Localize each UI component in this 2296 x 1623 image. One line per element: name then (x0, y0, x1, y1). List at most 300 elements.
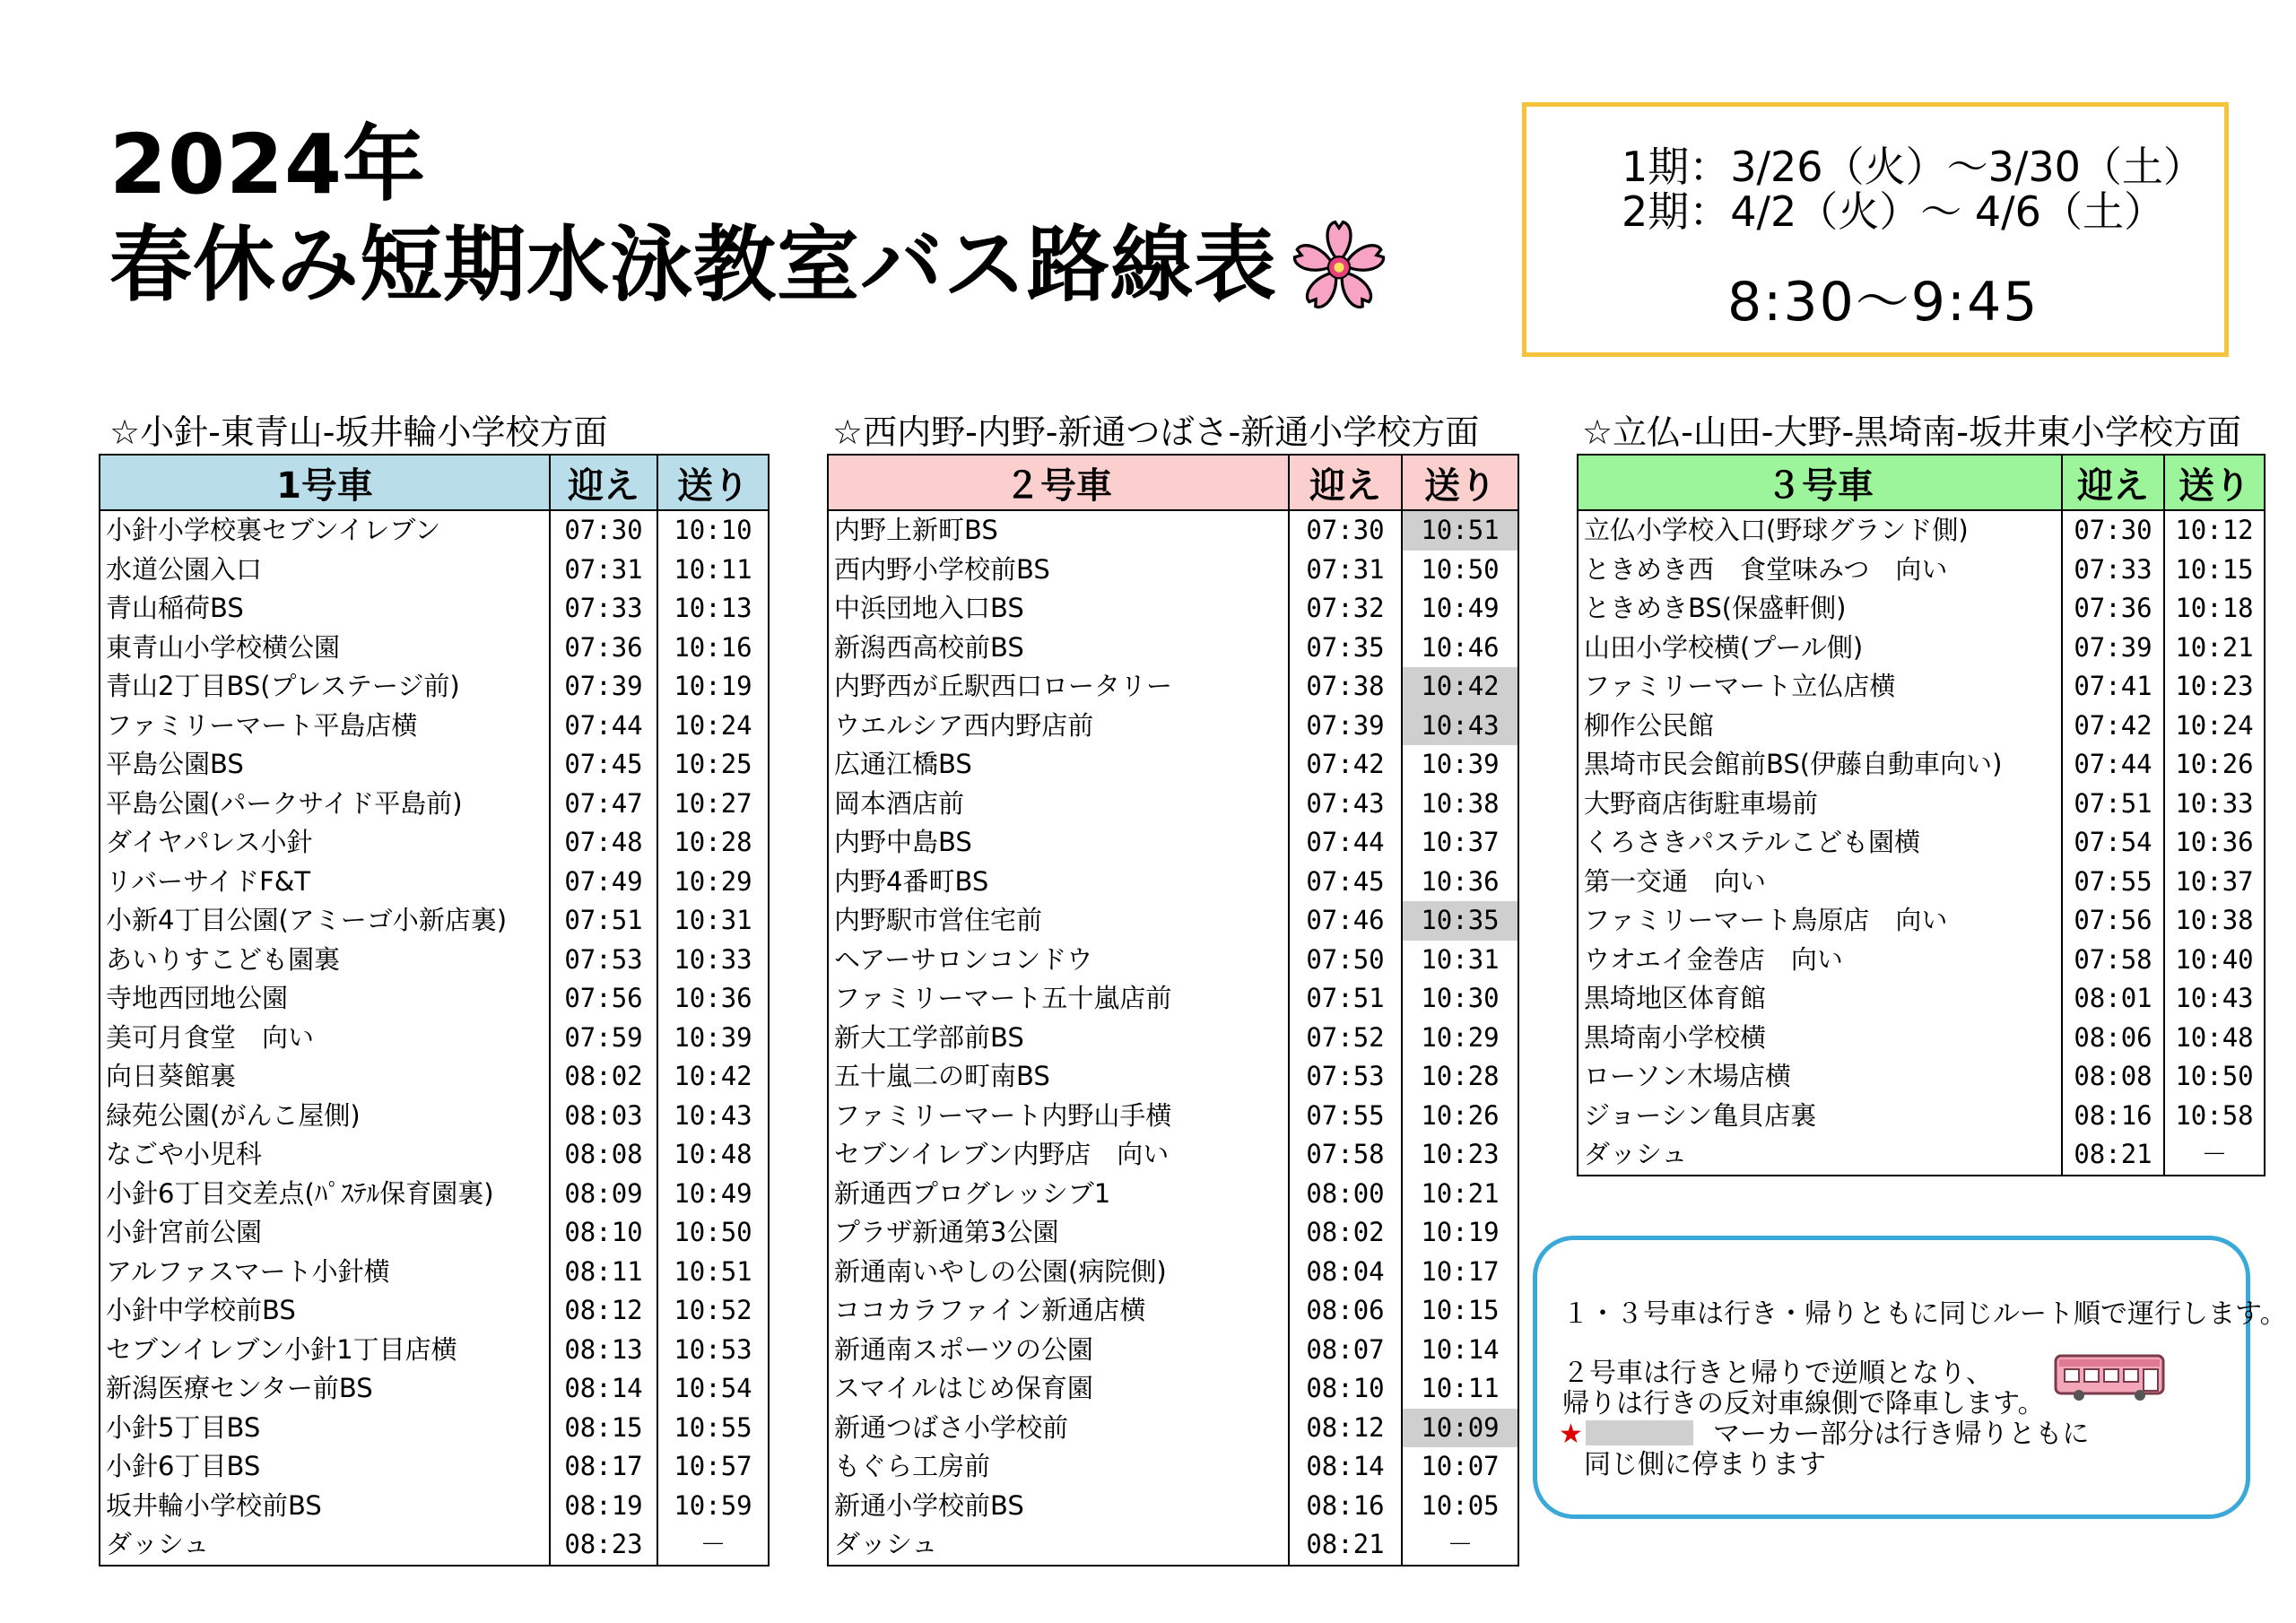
stop-name: 新通西プログレッシブ1 (828, 1175, 1289, 1214)
stop-name: ジョーシン亀貝店裏 (1578, 1097, 2062, 1136)
pickup-time: 07:31 (550, 551, 657, 590)
stop-name: 小針6丁目BS (100, 1447, 550, 1487)
pickup-time: 07:35 (1289, 629, 1402, 668)
dropoff-time: 10:28 (1402, 1057, 1518, 1097)
dropoff-time: 10:38 (1402, 785, 1518, 824)
stop-name: 美可月食堂 向い (100, 1019, 550, 1058)
stop-name: もぐら工房前 (828, 1447, 1289, 1487)
bus-icon (2054, 1354, 2165, 1402)
pickup-time: 07:36 (550, 629, 657, 668)
stop-name: 平島公園BS (100, 745, 550, 785)
dropoff-time: 10:50 (2164, 1057, 2265, 1097)
pickup-time: 08:21 (2062, 1135, 2164, 1176)
pickup-time: 07:59 (550, 1019, 657, 1058)
table-row (828, 1213, 1518, 1253)
table-row (828, 510, 1518, 551)
stop-name: 小針宮前公園 (100, 1213, 550, 1253)
table-row (1578, 979, 2265, 1019)
pickup-time: 08:04 (1289, 1253, 1402, 1292)
table-row (1578, 1019, 2265, 1058)
dropoff-time: 10:50 (1402, 551, 1518, 590)
stop-name: くろさきパステルこども園横 (1578, 823, 2062, 863)
table-row (100, 901, 769, 941)
table-row (100, 510, 769, 551)
table-row (828, 589, 1518, 629)
dropoff-time: 10:15 (1402, 1291, 1518, 1331)
table-row (828, 1447, 1518, 1487)
stop-name: リバーサイドF&T (100, 863, 550, 902)
pickup-time: 07:45 (550, 745, 657, 785)
table-row (1578, 901, 2265, 941)
dropoff-time: 10:29 (1402, 1019, 1518, 1058)
route-title-1: ☆小針-東青山-坂井輪小学校方面 (109, 412, 608, 452)
pickup-time: 07:56 (550, 979, 657, 1019)
route-title-3: ☆立仏-山田-大野-黒埼南-坂井東小学校方面 (1582, 412, 2241, 452)
route-title-2: ☆西内野-内野-新通つばさ-新通小学校方面 (832, 412, 1480, 452)
table-row (828, 667, 1518, 707)
dropoff-time: 10:57 (657, 1447, 769, 1487)
dropoff-time: 10:39 (657, 1019, 769, 1058)
pickup-time: 08:08 (2062, 1057, 2164, 1097)
pickup-time: 08:08 (550, 1135, 657, 1175)
table-row (828, 1331, 1518, 1370)
stop-name: 小針5丁目BS (100, 1409, 550, 1448)
table-row (100, 589, 769, 629)
dropoff-time: 10:31 (657, 901, 769, 941)
dropoff-time: － (1402, 1525, 1518, 1566)
pickup-time: 08:12 (550, 1291, 657, 1331)
dropoff-time: 10:27 (657, 785, 769, 824)
stop-name: ダッシュ (1578, 1135, 2062, 1176)
pickup-time: 08:21 (1289, 1525, 1402, 1566)
table-row (100, 1097, 769, 1136)
table-row (100, 745, 769, 785)
dropoff-time: 10:21 (1402, 1175, 1518, 1214)
table-row (828, 551, 1518, 590)
stop-name: 広通江橋BS (828, 745, 1289, 785)
stop-name: 小針中学校前BS (100, 1291, 550, 1331)
table-row (1578, 1135, 2265, 1176)
stop-name: ダイヤパレス小針 (100, 823, 550, 863)
pickup-time: 07:48 (550, 823, 657, 863)
stop-name: 新通つばさ小学校前 (828, 1409, 1289, 1448)
dropoff-time: 10:26 (1402, 1097, 1518, 1136)
stop-name: 山田小学校横(プール側) (1578, 629, 2062, 668)
dropoff-time: 10:37 (2164, 863, 2265, 902)
dropoff-time: 10:48 (2164, 1019, 2265, 1058)
note-line-1: １・３号車は行き・帰りともに同じルート順で運行します。 (1562, 1298, 2287, 1330)
dropoff-time: 10:58 (2164, 1097, 2265, 1136)
table-row (828, 707, 1518, 746)
table-row (100, 629, 769, 668)
pickup-time: 08:03 (550, 1097, 657, 1136)
table-row (100, 1409, 769, 1448)
dropoff-time: 10:37 (1402, 823, 1518, 863)
table-row (100, 707, 769, 746)
dropoff-header: 送り (1402, 455, 1518, 510)
pickup-time: 08:19 (550, 1487, 657, 1526)
pickup-time: 07:43 (1289, 785, 1402, 824)
stop-name: ファミリーマート立仏店横 (1578, 667, 2062, 707)
stop-name: 岡本酒店前 (828, 785, 1289, 824)
bus1-schedule-table (99, 454, 770, 1567)
stop-name: 青山稲荷BS (100, 589, 550, 629)
stop-name: 内野4番町BS (828, 863, 1289, 902)
stop-name: 第一交通 向い (1578, 863, 2062, 902)
dropoff-header: 送り (657, 455, 769, 510)
note-line-4: マーカー部分は行き帰りともに (1713, 1419, 2090, 1450)
stop-name: ダッシュ (828, 1525, 1289, 1566)
stop-name: なごや小児科 (100, 1135, 550, 1175)
pickup-time: 07:44 (1289, 823, 1402, 863)
pickup-time: 08:17 (550, 1447, 657, 1487)
dropoff-time: 10:51 (657, 1253, 769, 1292)
stop-name: セブンイレブン内野店 向い (828, 1135, 1289, 1175)
page-title (109, 115, 1388, 316)
table-row (828, 1253, 1518, 1292)
pickup-time: 07:33 (2062, 551, 2164, 590)
table-row (1578, 785, 2265, 824)
pickup-time: 07:56 (2062, 901, 2164, 941)
stop-name: スマイルはじめ保育園 (828, 1369, 1289, 1409)
dropoff-time: 10:54 (657, 1369, 769, 1409)
pickup-time: 08:10 (1289, 1369, 1402, 1409)
dropoff-time: 10:19 (1402, 1213, 1518, 1253)
pickup-time: 07:30 (1289, 510, 1402, 551)
pickup-time: 07:31 (1289, 551, 1402, 590)
note-line-3: 帰りは行きの反対車線側で降車します。 (1562, 1388, 2045, 1419)
dropoff-time: 10:24 (657, 707, 769, 746)
stop-name: アルファスマート小針横 (100, 1253, 550, 1292)
dropoff-time: 10:39 (1402, 745, 1518, 785)
stop-name: 黒埼市民会館前BS(伊藤自動車向い) (1578, 745, 2062, 785)
table-row (100, 1175, 769, 1214)
table-row (100, 1057, 769, 1097)
dropoff-time: 10:49 (1402, 589, 1518, 629)
pickup-time: 08:00 (1289, 1175, 1402, 1214)
pickup-time: 08:13 (550, 1331, 657, 1370)
stop-name: 大野商店街駐車場前 (1578, 785, 2062, 824)
pickup-time: 07:44 (550, 707, 657, 746)
table-row (828, 901, 1518, 941)
dropoff-time: 10:43 (1402, 707, 1518, 746)
pickup-time: 08:07 (1289, 1331, 1402, 1370)
pickup-time: 08:15 (550, 1409, 657, 1448)
table-row (100, 1369, 769, 1409)
stop-name: 新通小学校前BS (828, 1487, 1289, 1526)
dropoff-time: 10:30 (1402, 979, 1518, 1019)
dropoff-time: 10:59 (657, 1487, 769, 1526)
dropoff-time: 10:42 (1402, 667, 1518, 707)
table-row (1578, 667, 2265, 707)
stop-name: ウエルシア西内野店前 (828, 707, 1289, 746)
cherry-blossom-icon (1290, 216, 1388, 315)
table-row (828, 1409, 1518, 1448)
stop-name: 新潟西高校前BS (828, 629, 1289, 668)
pickup-time: 07:44 (2062, 745, 2164, 785)
stop-name: 五十嵐二の町南BS (828, 1057, 1289, 1097)
stop-name: 内野駅市営住宅前 (828, 901, 1289, 941)
pickup-time: 08:11 (550, 1253, 657, 1292)
stop-name: 小針6丁目交差点(ﾊﾟｽﾃﾙ保育園裏) (100, 1175, 550, 1214)
table-row (100, 1291, 769, 1331)
stop-name: 東青山小学校横公園 (100, 629, 550, 668)
dropoff-time: 10:51 (1402, 510, 1518, 551)
pickup-time: 08:16 (2062, 1097, 2164, 1136)
table-row (100, 1019, 769, 1058)
pickup-time: 08:10 (550, 1213, 657, 1253)
pickup-time: 07:39 (550, 667, 657, 707)
stop-name: 青山2丁目BS(プレステージ前) (100, 667, 550, 707)
table-row (100, 785, 769, 824)
table-row (828, 785, 1518, 824)
pickup-time: 07:55 (2062, 863, 2164, 902)
dropoff-time: － (2164, 1135, 2265, 1176)
pickup-time: 08:06 (2062, 1019, 2164, 1058)
table-row (828, 1487, 1518, 1526)
dropoff-time: 10:42 (657, 1057, 769, 1097)
dropoff-time: 10:50 (657, 1213, 769, 1253)
table-row (828, 1369, 1518, 1409)
dropoff-time: 10:46 (1402, 629, 1518, 668)
note-line-2: ２号車は行きと帰りで逆順となり、 (1562, 1358, 1993, 1389)
dropoff-time: 10:33 (2164, 785, 2265, 824)
bus2-schedule-table (827, 454, 1519, 1567)
stop-name: あいりすこども園裏 (100, 941, 550, 980)
pickup-time: 07:55 (1289, 1097, 1402, 1136)
dropoff-time: 10:16 (657, 629, 769, 668)
dropoff-time: 10:23 (1402, 1135, 1518, 1175)
pickup-time: 07:49 (550, 863, 657, 902)
stop-name: ダッシュ (100, 1525, 550, 1566)
table-row (100, 667, 769, 707)
dropoff-time: 10:24 (2164, 707, 2265, 746)
stop-name: ときめき西 食堂味みつ 向い (1578, 551, 2062, 590)
dropoff-time: 10:19 (657, 667, 769, 707)
table-row (1578, 589, 2265, 629)
stop-name: 新大工学部前BS (828, 1019, 1289, 1058)
marker-sample (1586, 1420, 1693, 1445)
dropoff-time: 10:53 (657, 1331, 769, 1370)
stop-name: ときめきBS(保盛軒側) (1578, 589, 2062, 629)
stop-name: 黒埼地区体育館 (1578, 979, 2062, 1019)
dropoff-time: 10:48 (657, 1135, 769, 1175)
table-row (828, 1525, 1518, 1566)
pickup-time: 08:23 (550, 1525, 657, 1566)
table-row (100, 823, 769, 863)
table-row (1578, 1057, 2265, 1097)
pickup-time: 07:58 (2062, 941, 2164, 980)
dropoff-time: 10:21 (2164, 629, 2265, 668)
table-row (1578, 510, 2265, 551)
table-row (828, 1019, 1518, 1058)
bus1-header: 1号車 (100, 455, 550, 510)
table-row (1578, 941, 2265, 980)
table-row (1578, 823, 2265, 863)
stop-name: 新通南いやしの公園(病院側) (828, 1253, 1289, 1292)
dropoff-time: 10:26 (2164, 745, 2265, 785)
stop-name: 内野中島BS (828, 823, 1289, 863)
pickup-time: 07:52 (1289, 1019, 1402, 1058)
dropoff-time: 10:25 (657, 745, 769, 785)
pickup-time: 07:41 (2062, 667, 2164, 707)
dropoff-time: 10:38 (2164, 901, 2265, 941)
table-row (1578, 1097, 2265, 1136)
dropoff-time: 10:43 (2164, 979, 2265, 1019)
dropoff-time: 10:11 (657, 551, 769, 590)
dropoff-time: 10:49 (657, 1175, 769, 1214)
pickup-time: 07:51 (550, 901, 657, 941)
period-line-2: 2期：4/2（火）～ 4/6（土） (1622, 187, 2165, 236)
stop-name: 小針小学校裏セブンイレブン (100, 510, 550, 551)
table-row (100, 1213, 769, 1253)
dropoff-time: 10:28 (657, 823, 769, 863)
pickup-time: 07:50 (1289, 941, 1402, 980)
dropoff-time: 10:10 (657, 510, 769, 551)
dropoff-time: 10:14 (1402, 1331, 1518, 1370)
pickup-time: 07:51 (2062, 785, 2164, 824)
stop-name: 新通南スポーツの公園 (828, 1331, 1289, 1370)
table-row (100, 1447, 769, 1487)
stop-name: ココカラファイン新通店横 (828, 1291, 1289, 1331)
dropoff-time: 10:17 (1402, 1253, 1518, 1292)
stop-name: 向日葵館裏 (100, 1057, 550, 1097)
dropoff-time: 10:13 (657, 589, 769, 629)
stop-name: 中浜団地入口BS (828, 589, 1289, 629)
bus3-header: ３号車 (1578, 455, 2062, 510)
stop-name: ファミリーマート鳥原店 向い (1578, 901, 2062, 941)
pickup-time: 08:01 (2062, 979, 2164, 1019)
table-row (100, 1253, 769, 1292)
bus3-schedule-table (1577, 454, 2266, 1176)
table-row (828, 823, 1518, 863)
pickup-time: 08:09 (550, 1175, 657, 1214)
dropoff-time: 10:05 (1402, 1487, 1518, 1526)
pickup-time: 07:42 (1289, 745, 1402, 785)
table-row (828, 863, 1518, 902)
dropoff-time: － (657, 1525, 769, 1566)
pickup-time: 07:46 (1289, 901, 1402, 941)
stop-name: 黒埼南小学校横 (1578, 1019, 2062, 1058)
title-year: 2024年 (109, 117, 427, 213)
pickup-time: 07:30 (550, 510, 657, 551)
dropoff-time: 10:15 (2164, 551, 2265, 590)
dropoff-time: 10:09 (1402, 1409, 1518, 1448)
table-row (100, 1135, 769, 1175)
pickup-time: 07:53 (1289, 1057, 1402, 1097)
note-line-5: 同じ側に停まります (1584, 1449, 1826, 1480)
period-time: 8:30～9:45 (1727, 271, 2039, 334)
pickup-time: 07:42 (2062, 707, 2164, 746)
pickup-header: 迎え (1289, 455, 1402, 510)
dropoff-time: 10:40 (2164, 941, 2265, 980)
pickup-time: 07:39 (2062, 629, 2164, 668)
pickup-time: 08:14 (550, 1369, 657, 1409)
pickup-time: 07:33 (550, 589, 657, 629)
pickup-time: 07:39 (1289, 707, 1402, 746)
period-box (1522, 102, 2229, 357)
stop-name: セブンイレブン小針1丁目店横 (100, 1331, 550, 1370)
stop-name: 小新4丁目公園(アミーゴ小新店裏) (100, 901, 550, 941)
pickup-time: 07:47 (550, 785, 657, 824)
table-row (100, 863, 769, 902)
stop-name: 水道公園入口 (100, 551, 550, 590)
dropoff-time: 10:31 (1402, 941, 1518, 980)
pickup-time: 08:16 (1289, 1487, 1402, 1526)
stop-name: ヘアーサロンコンドウ (828, 941, 1289, 980)
stop-name: 西内野小学校前BS (828, 551, 1289, 590)
dropoff-time: 10:18 (2164, 589, 2265, 629)
pickup-time: 07:36 (2062, 589, 2164, 629)
dropoff-time: 10:36 (657, 979, 769, 1019)
table-row (100, 1525, 769, 1566)
dropoff-time: 10:12 (2164, 510, 2265, 551)
stop-name: 柳作公民館 (1578, 707, 2062, 746)
pickup-time: 07:32 (1289, 589, 1402, 629)
stop-name: プラザ新通第3公園 (828, 1213, 1289, 1253)
table-row (1578, 745, 2265, 785)
table-row (828, 629, 1518, 668)
pickup-header: 迎え (2062, 455, 2164, 510)
bus2-header: ２号車 (828, 455, 1289, 510)
table-row (828, 1097, 1518, 1136)
table-row (100, 1487, 769, 1526)
dropoff-time: 10:11 (1402, 1369, 1518, 1409)
stop-name: ウオエイ金巻店 向い (1578, 941, 2062, 980)
dropoff-time: 10:07 (1402, 1447, 1518, 1487)
stop-name: ファミリーマート五十嵐店前 (828, 979, 1289, 1019)
table-row (100, 1331, 769, 1370)
pickup-time: 07:38 (1289, 667, 1402, 707)
stop-name: 内野西が丘駅西口ロータリー (828, 667, 1289, 707)
pickup-time: 08:12 (1289, 1409, 1402, 1448)
pickup-time: 08:14 (1289, 1447, 1402, 1487)
stop-name: 寺地西団地公園 (100, 979, 550, 1019)
table-row (1578, 629, 2265, 668)
star-icon: ★ (1559, 1419, 1583, 1450)
stop-name: ローソン木場店横 (1578, 1057, 2062, 1097)
table-row (828, 1291, 1518, 1331)
stop-name: 新潟医療センター前BS (100, 1369, 550, 1409)
stop-name: 内野上新町BS (828, 510, 1289, 551)
dropoff-time: 10:36 (1402, 863, 1518, 902)
dropoff-time: 10:23 (2164, 667, 2265, 707)
dropoff-header: 送り (2164, 455, 2265, 510)
stop-name: ファミリーマート内野山手横 (828, 1097, 1289, 1136)
stop-name: 緑苑公園(がんこ屋側) (100, 1097, 550, 1136)
dropoff-time: 10:35 (1402, 901, 1518, 941)
pickup-time: 08:06 (1289, 1291, 1402, 1331)
table-row (828, 745, 1518, 785)
pickup-time: 07:45 (1289, 863, 1402, 902)
table-row (828, 1135, 1518, 1175)
dropoff-time: 10:33 (657, 941, 769, 980)
dropoff-time: 10:52 (657, 1291, 769, 1331)
table-row (828, 1057, 1518, 1097)
table-row (828, 1175, 1518, 1214)
pickup-time: 07:58 (1289, 1135, 1402, 1175)
table-row (100, 941, 769, 980)
stop-name: ファミリーマート平島店横 (100, 707, 550, 746)
table-row (100, 979, 769, 1019)
period-line-1: 1期：3/26（火）～3/30（土） (1622, 143, 2205, 191)
table-row (828, 979, 1518, 1019)
pickup-time: 07:53 (550, 941, 657, 980)
pickup-time: 07:51 (1289, 979, 1402, 1019)
table-row (1578, 863, 2265, 902)
dropoff-time: 10:43 (657, 1097, 769, 1136)
stop-name: 立仏小学校入口(野球グランド側) (1578, 510, 2062, 551)
